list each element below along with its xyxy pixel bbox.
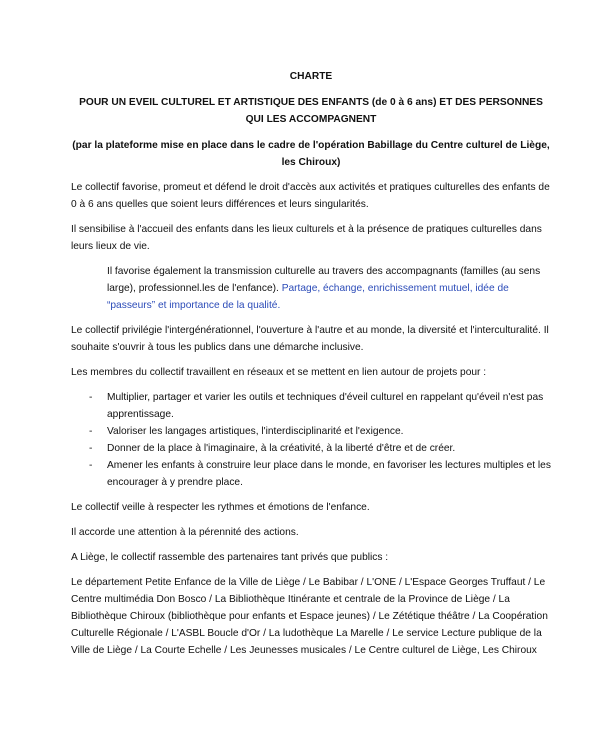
paragraph-sensibilisation: Il sensibilise à l'accueil des enfants dans les lieux culturels et à la présence de pratiques culturelles dans leurs lieux de vie. (71, 224, 542, 252)
document-subtitle: POUR UN EVEIL CULTUREL ET ARTISTIQUE DES ENFANTS (de 0 à 6 ans) ET DES PERSONNES QUI LES ACCOMPAGNENT (79, 97, 543, 125)
paragraph-reseaux: Les membres du collectif travaillent en réseaux et se mettent en lien autour de projets pour : (71, 367, 487, 378)
bullet-text: Amener les enfants à construire leur place dans le monde, en favoriser les lectures multiples et les encourager à y prendre place. (107, 460, 551, 488)
bullet-text: Valoriser les langages artistiques, l'interdisciplinarité et l'exigence. (107, 426, 404, 437)
bullet-text: Multiplier, partager et varier les outils et techniques d'éveil culturel en rappelant qu'éveil n'est pas apprentissage. (107, 392, 544, 420)
document-body (71, 68, 551, 667)
paragraph-intergenerationnel: Le collectif privilégie l'intergénérationnel, l'ouverture à l'autre et au monde, la diversité et l'interculturalité. Il souhaite s'ouvrir à tous les publics dans une démarche inclusive. (71, 325, 549, 353)
bullet-dash: - (89, 392, 93, 403)
paragraph-partenaires-list: Le département Petite Enfance de la Ville de Liège / Le Babibar / L'ONE / L'Espace Georges Truffaut / Le Centre multimédia Don Bosco / La Bibliothèque Itinérante et centrale de la Province de Liège / La Bibliothèque Chiroux (bibliothèque pour enfants et Espace jeunes) / Le Zététique théâtre / La Coopération Culturelle Régionale / L'ASBL Boucle d'Or / La ludothèque La Marelle / Le service Lecture publique de la Ville de Liège / La Courte Echelle / Les Jeunesses musicales / Le Centre culturel de Liège, Les Chiroux (71, 577, 548, 656)
paragraph-transmission-highlight: Partage, échange, enrichissement mutuel, idée de “passeurs” et importance de la qualité. (107, 283, 509, 311)
paragraph-transmission (107, 263, 551, 314)
document-context: (par la plateforme mise en place dans le cadre de l'opération Babillage du Centre culturel de Liège, les Chiroux) (72, 140, 550, 168)
paragraph-transmission-text: Il favorise également la transmission culturelle au travers des accompagnants (familles (au sens large), professionnel.les de l'enfance). (107, 266, 541, 294)
bullet-item (71, 457, 551, 491)
bullet-item (71, 389, 551, 423)
bullet-dash: - (89, 426, 93, 437)
paragraph-partenaires-intro: A Liège, le collectif rassemble des partenaires tant privés que publics : (71, 552, 389, 563)
bullet-dash: - (89, 460, 93, 471)
bullet-item (71, 440, 551, 457)
bullet-list (71, 389, 551, 491)
document-title: CHARTE (289, 71, 333, 82)
bullet-text: Donner de la place à l'imaginaire, à la créativité, à la liberté d'être et de créer. (107, 443, 456, 454)
paragraph-rythmes: Le collectif veille à respecter les rythmes et émotions de l'enfance. (71, 502, 370, 513)
paragraph-perennite: Il accorde une attention à la pérennité des actions. (71, 527, 299, 538)
bullet-item (71, 423, 551, 440)
paragraph-droit-acces: Le collectif favorise, promeut et défend le droit d'accès aux activités et pratiques culturelles des enfants de 0 à 6 ans quelles que soient leurs différences et leurs singularités. (71, 182, 550, 210)
bullet-dash: - (89, 443, 93, 454)
